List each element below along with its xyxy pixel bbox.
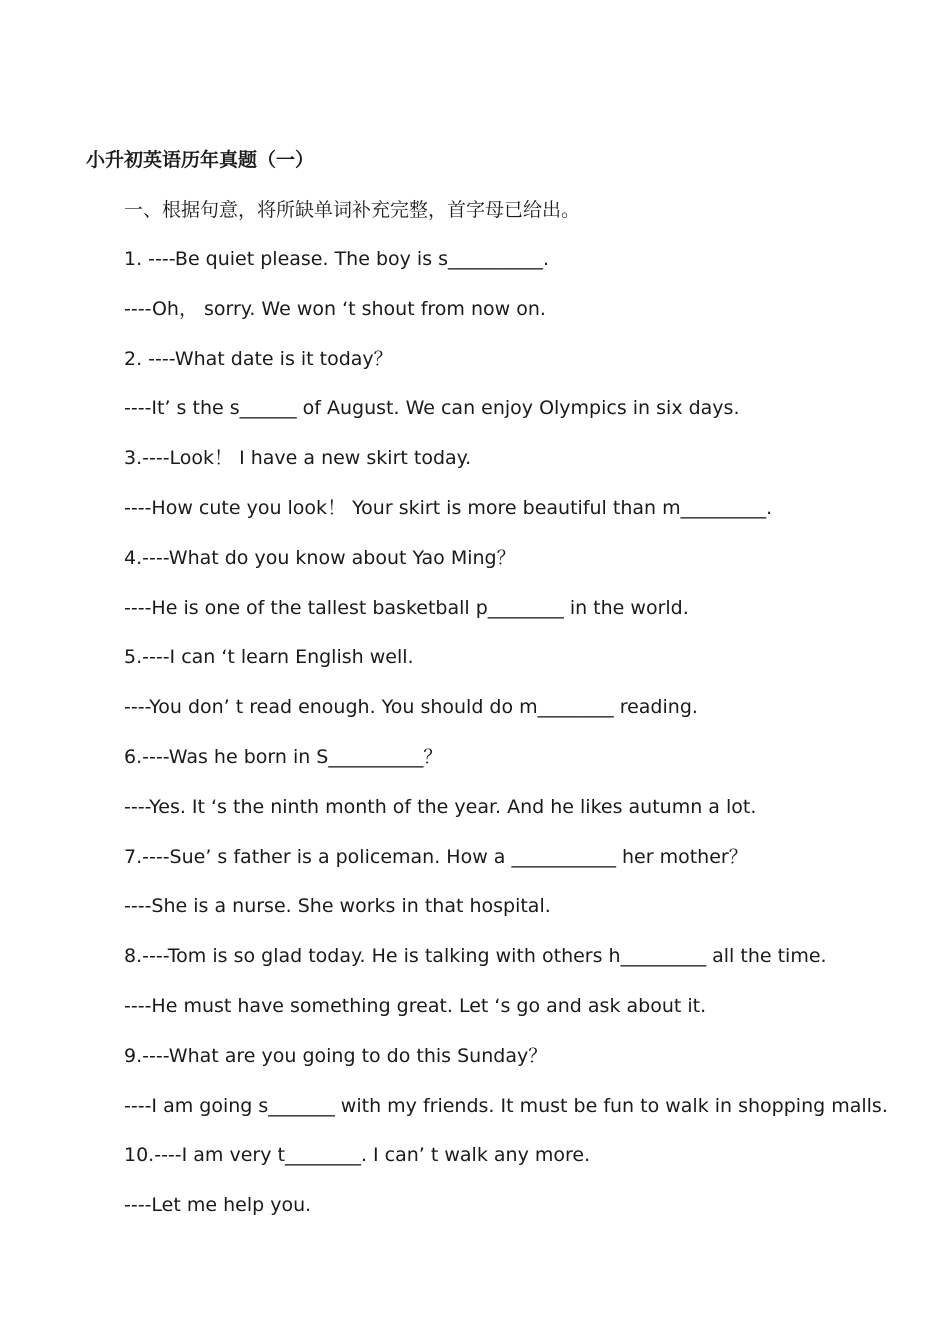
question-line: 3.----Look！ I have a new skirt today.: [124, 447, 472, 470]
question-line: 7.----Sue’ s father is a policeman. How a ___________ her mother？: [124, 845, 748, 868]
question-line: 2. ----What date is it today？: [124, 347, 393, 370]
question-line: 6.----Was he born in S__________？: [124, 745, 443, 768]
answer-line: ----Let me help you.: [124, 1194, 312, 1217]
answer-line: ----You don’ t read enough. You should do m________ reading.: [124, 696, 698, 719]
answer-line: ----Oh， sorry. We won ‘t shout from now on.: [124, 297, 546, 320]
answer-line: ----Yes. It ‘s the ninth month of the year. And he likes autumn a lot.: [124, 795, 757, 818]
section-heading: 一、根据句意，将所缺单词补充完整，首字母已给出。: [124, 199, 581, 221]
question-line: 5.----I can ‘t learn English well.: [124, 646, 414, 669]
question-list: [124, 245, 888, 1241]
answer-line: ----She is a nurse. She works in that hospital.: [124, 895, 551, 918]
answer-line: ----How cute you look！ Your skirt is more beautiful than m_________.: [124, 496, 773, 519]
question-line: 8.----Tom is so glad today. He is talking with others h_________ all the time.: [124, 945, 827, 968]
question-line: 10.----I am very t________. I can’ t walk any more.: [124, 1144, 591, 1167]
question-line: 9.----What are you going to do this Sunday？: [124, 1044, 548, 1067]
answer-line: ----He is one of the tallest basketball p________ in the world.: [124, 596, 689, 619]
answer-line: ----I am going s_______ with my friends. It must be fun to walk in shopping malls.: [124, 1094, 888, 1117]
answer-line: ----He must have something great. Let ‘s go and ask about it.: [124, 994, 707, 1017]
answer-line: ----It’ s the s______ of August. We can enjoy Olympics in six days.: [124, 397, 740, 420]
page-title: 小升初英语历年真题（一）: [86, 149, 315, 171]
question-line: 4.----What do you know about Yao Ming？: [124, 546, 516, 569]
question-line: 1. ----Be quiet please. The boy is s__________.: [124, 248, 550, 270]
